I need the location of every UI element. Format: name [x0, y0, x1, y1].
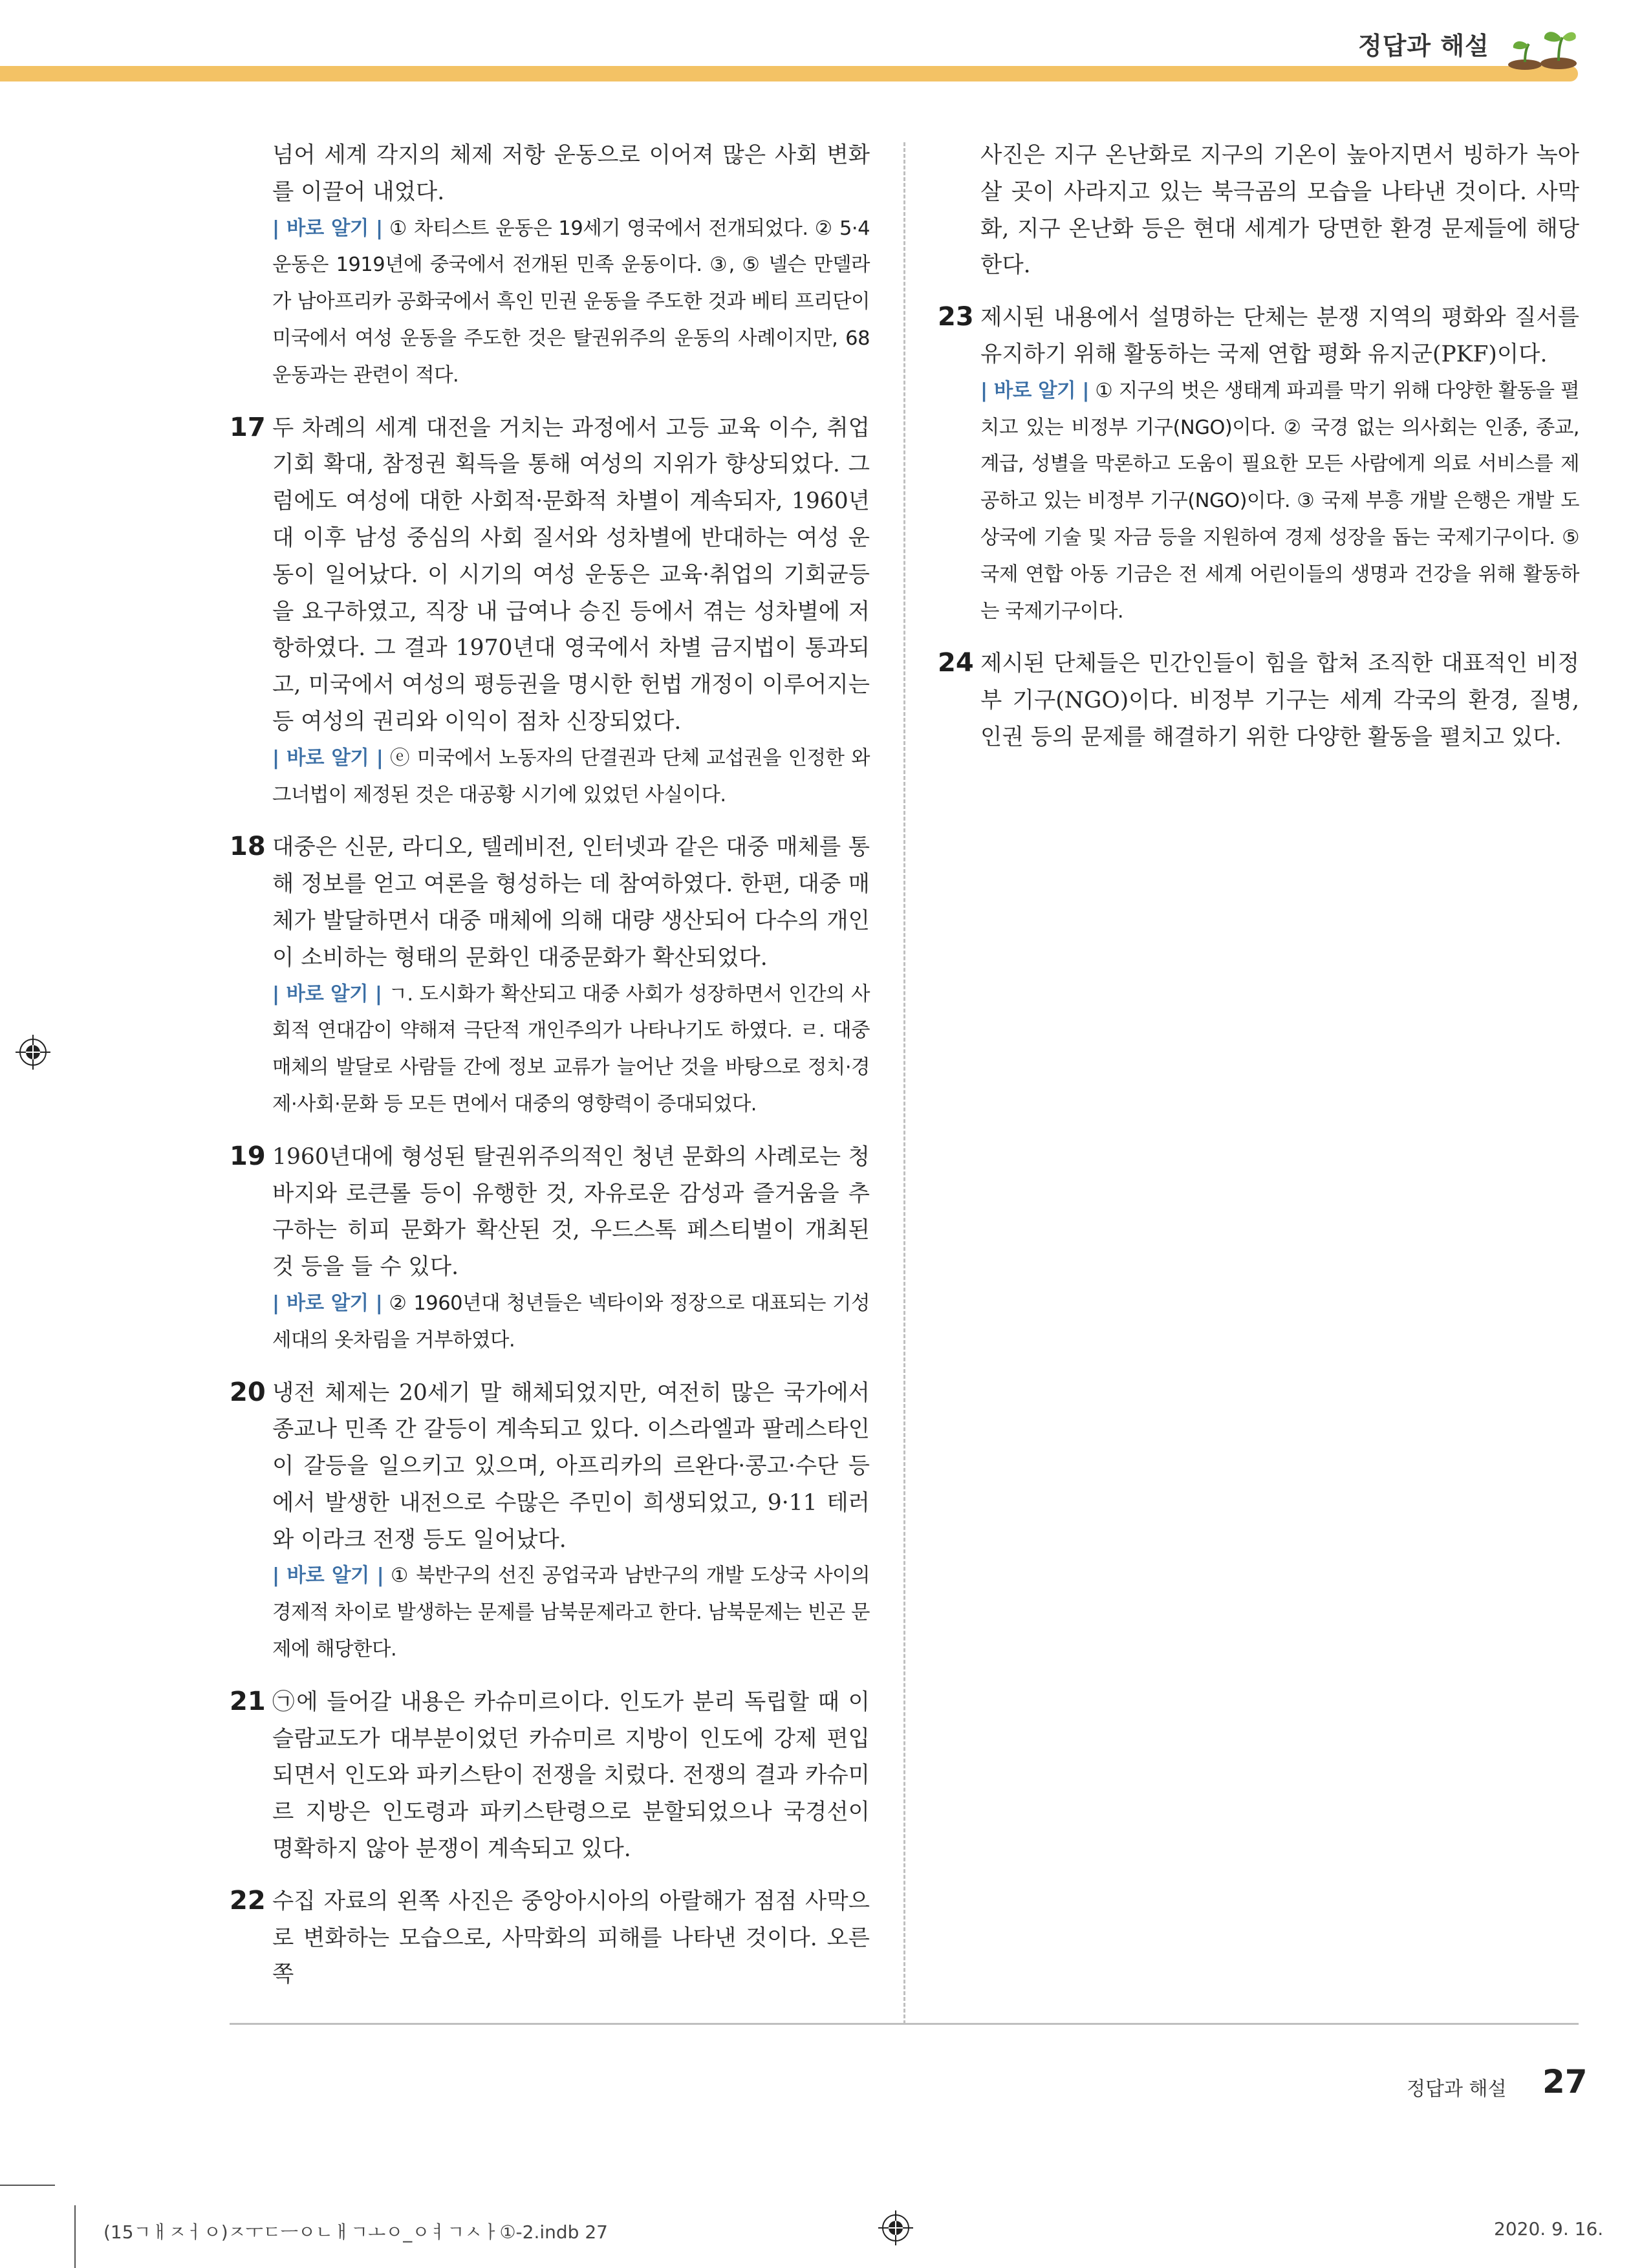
- item-text: 냉전 체제는 20세기 말 해체되었지만, 여전히 많은 국가에서 종교나 민족 간 갈등이 계속되고 있다. 이스라엘과 팔레스타인이 갈등을 일으키고 있으며, 아프리카의 르완다·콩고·수단 등에서 발생한 내전으로 수많은 주민이 희생되었고, 9·11 테러와 이라크 전쟁 등도 일어났다.: [272, 1379, 870, 1553]
- correction-note: [272, 1558, 870, 1668]
- item-text: 두 차례의 세계 대전을 거치는 과정에서 고등 교육 이수, 취업 기회 확대, 참정권 획득을 통해 여성의 지위가 향상되었다. 그럼에도 여성에 대한 사회적·문화적 차별이 계속되자, 1960년대 이후 남성 중심의 사회 질서와 성차별에 반대하는 여성 운동이 일어났다. 이 시기의 여성 운동은 교육·취업의 기회균등을 요구하였고, 직장 내 급여나 승진 등에서 겪는 성차별에 저항하였다. 그 결과 1970년대 영국에서 차별 금지법이 통과되고, 미국에서 여성의 평등권을 명시한 헌법 개정이 이루어지는 등 여성의 권리와 이익이 점차 신장되었다.: [272, 415, 870, 735]
- item-text: 수집 자료의 왼쪽 사진은 중앙아시아의 아랄해가 점점 사막으로 변화하는 모습으로, 사막화의 피해를 나타낸 것이다. 오른쪽: [272, 1888, 870, 1988]
- item-number: 21: [230, 1686, 266, 1716]
- correction-note: [272, 211, 870, 394]
- item-number: 19: [230, 1141, 266, 1171]
- answer-item: [230, 1139, 870, 1359]
- note-label: | 바로 알기 |: [272, 1564, 384, 1588]
- crop-mark: [0, 2185, 55, 2186]
- note-text: ㄱ. 도시화가 확산되고 대중 사회가 성장하면서 인간의 사회적 연대감이 약해져 극단적 개인주의가 나타나기도 하였다. ㄹ. 대중 매체의 발달로 사람들 간에 정보 교류가 늘어난 것을 바탕으로 정치·경제·사회·문화 등 모든 면에서 대중의 영향력이 증대되었다.: [272, 982, 870, 1116]
- column-divider: [903, 142, 905, 2024]
- continuation-text: 넘어 세계 각지의 체제 저항 운동으로 이어져 많은 사회 변화를 이끌어 내었다.: [272, 142, 870, 205]
- correction-note: [272, 740, 870, 814]
- note-text: ② 1960년대 청년들은 넥타이와 정장으로 대표되는 기성세대의 옷차림을 거부하였다.: [272, 1291, 870, 1352]
- answer-item: [230, 1883, 870, 1993]
- header-accent-bar: [0, 66, 1578, 81]
- item-number: 18: [230, 832, 266, 862]
- item-number: 17: [230, 412, 266, 442]
- registration-mark-icon: [16, 1035, 50, 1070]
- note-label: | 바로 알기 |: [272, 746, 383, 770]
- item-number: 23: [938, 302, 974, 332]
- note-text: ⓔ 미국에서 노동자의 단결권과 단체 교섭권을 인정한 와그너법이 제정된 것은 대공황 시기에 있었던 사실이다.: [272, 746, 870, 806]
- header-title: 정답과 해설: [1358, 32, 1489, 60]
- item-text: 제시된 내용에서 설명하는 단체는 분쟁 지역의 평화와 질서를 유지하기 위해 활동하는 국제 연합 평화 유지군(PKF)이다.: [980, 305, 1579, 367]
- answer-item: [230, 1375, 870, 1669]
- item-number: 20: [230, 1377, 266, 1407]
- right-column: [938, 137, 1579, 756]
- note-label: | 바로 알기 |: [272, 217, 383, 240]
- item-text: 대중은 신문, 라디오, 텔레비전, 인터넷과 같은 대중 매체를 통해 정보를 얻고 여론을 형성하는 데 참여하였다. 한편, 대중 매체가 발달하면서 대중 매체에 의해 대량 생산되어 다수의 개인이 소비하는 형태의 문화인 대중문화가 확산되었다.: [272, 834, 870, 971]
- answer-item: [230, 829, 870, 1123]
- correction-note: [980, 373, 1579, 631]
- registration-mark-icon: [878, 2210, 913, 2245]
- answer-item: [230, 1684, 870, 1868]
- answer-item: [938, 645, 1579, 755]
- left-continuation: [230, 137, 870, 394]
- right-continuation: [938, 137, 1579, 284]
- crop-mark: [74, 2205, 76, 2268]
- item-number: 24: [938, 648, 974, 678]
- sprout-icon: [1507, 25, 1578, 70]
- note-label: | 바로 알기 |: [272, 982, 382, 1006]
- left-column: [230, 137, 870, 1993]
- print-file-info: (15ㄱㅐㅈㅓㅇ)ㅈㅜㄷㅡㅇㄴㅐㄱㅗㅇ_ㅇㅕㄱㅅㅏ①-2.indb 27: [103, 2221, 608, 2243]
- note-label: | 바로 알기 |: [980, 379, 1090, 402]
- correction-note: [272, 977, 870, 1123]
- item-text: ㉠에 들어갈 내용은 카슈미르이다. 인도가 분리 독립할 때 이슬람교도가 대부분이었던 카슈미르 지방이 인도에 강제 편입되면서 인도와 파키스탄이 전쟁을 치렀다. 전쟁의 결과 카슈미르 지방은 인도령과 파키스탄령으로 분할되었으나 국경선이 명확하지 않아 분쟁이 계속되고 있다.: [272, 1689, 870, 1863]
- note-text: ① 북반구의 선진 공업국과 남반구의 개발 도상국 사이의 경제적 차이로 발생하는 문제를 남북문제라고 한다. 남북문제는 빈곤 문제에 해당한다.: [272, 1564, 870, 1661]
- print-date: 2020. 9. 16.: [1494, 2218, 1604, 2240]
- answer-item: [938, 299, 1579, 630]
- item-text: 제시된 단체들은 민간인들이 힘을 합쳐 조직한 대표적인 비정부 기구(NGO)이다. 비정부 기구는 세계 각국의 환경, 질병, 인권 등의 문제를 해결하기 위한 다양한 활동을 펼치고 있다.: [980, 651, 1579, 750]
- footer-label: 정답과 해설: [1407, 2078, 1507, 2101]
- continuation-text: 사진은 지구 온난화로 지구의 기온이 높아지면서 빙하가 녹아 살 곳이 사라지고 있는 북극곰의 모습을 나타낸 것이다. 사막화, 지구 온난화 등은 현대 세계가 당면한 환경 문제들에 해당한다.: [980, 142, 1579, 279]
- item-text: 1960년대에 형성된 탈권위주의적인 청년 문화의 사례로는 청바지와 로큰롤 등이 유행한 것, 자유로운 감성과 즐거움을 추구하는 히피 문화가 확산된 것, 우드스톡 페스티벌이 개최된 것 등을 들 수 있다.: [272, 1143, 870, 1280]
- page-number: 27: [1542, 2063, 1588, 2101]
- correction-note: [272, 1286, 870, 1359]
- bottom-rule: [230, 2023, 1579, 2025]
- note-label: | 바로 알기 |: [272, 1291, 383, 1315]
- item-number: 22: [230, 1885, 266, 1916]
- answer-item: [230, 410, 870, 814]
- note-text: ① 차티스트 운동은 19세기 영국에서 전개되었다. ② 5·4 운동은 1919년에 중국에서 전개된 민족 운동이다. ③, ⑤ 넬슨 만델라가 남아프리카 공화국에서 흑인 민권 운동을 주도한 것과 베티 프리단이 미국에서 여성 운동을 주도한 것은 탈권위주의 운동의 사례이지만, 68 운동과는 관련이 적다.: [272, 217, 870, 387]
- note-text: ① 지구의 벗은 생태계 파괴를 막기 위해 다양한 활동을 펼치고 있는 비정부 기구(NGO)이다. ② 국경 없는 의사회는 인종, 종교, 계급, 성별을 막론하고 도움이 필요한 모든 사람에게 의료 서비스를 제공하고 있는 비정부 기구(NGO)이다. ③ 국제 부흥 개발 은행은 개발 도상국에 기술 및 자금 등을 지원하여 경제 성장을 돕는 국제기구이다. ⑤ 국제 연합 아동 기금은 전 세계 어린이들의 생명과 건강을 위해 활동하는 국제기구이다.: [980, 379, 1579, 623]
